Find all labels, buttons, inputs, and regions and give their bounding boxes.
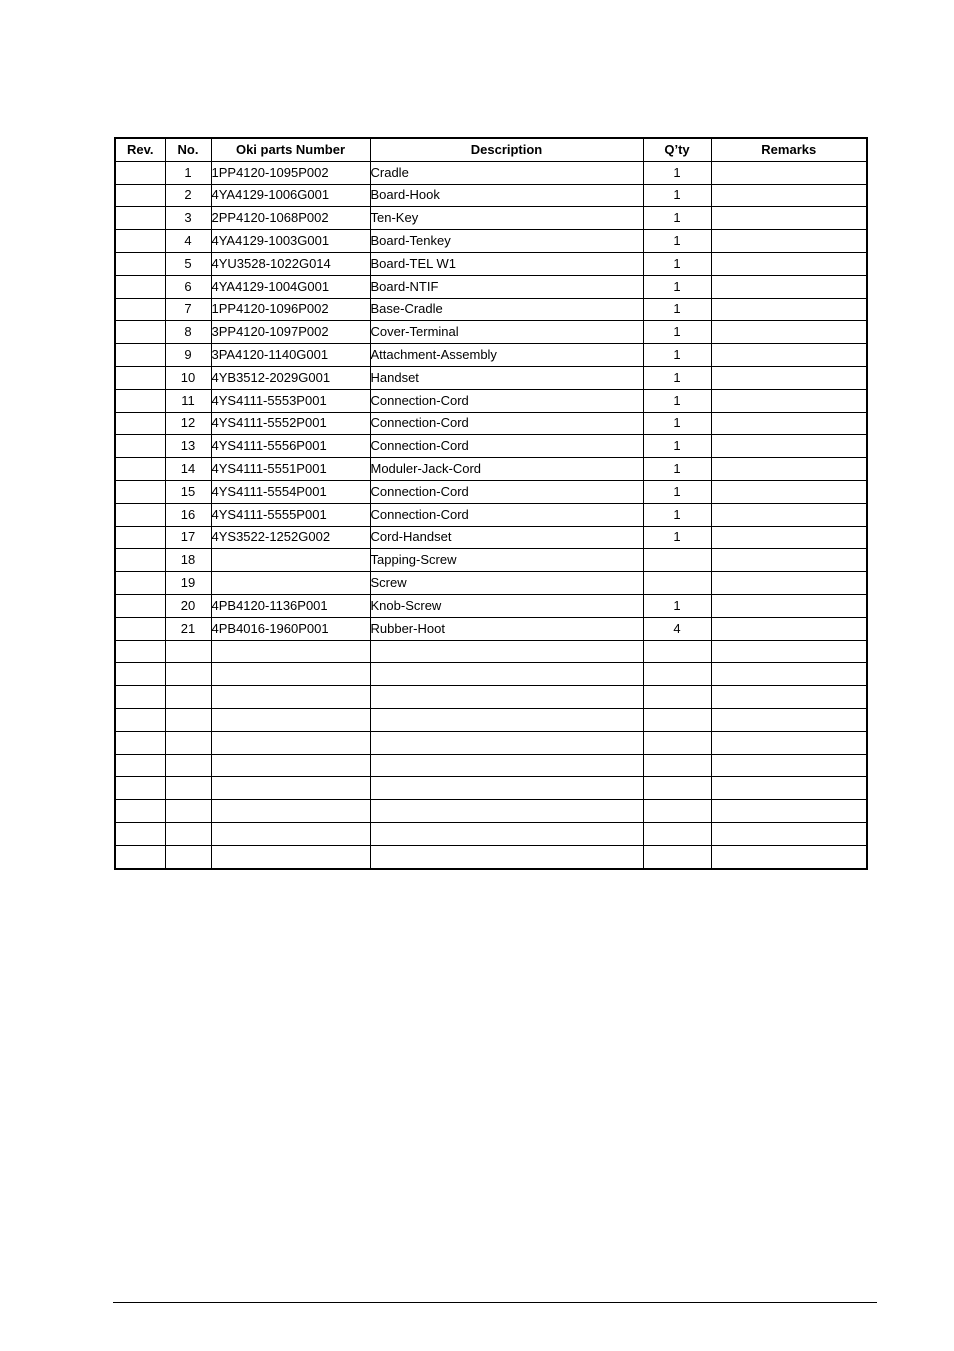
table-row bbox=[115, 412, 867, 435]
cell-part-number: 2PP4120-1068P002 bbox=[211, 207, 370, 230]
cell-part-number bbox=[211, 549, 370, 572]
cell-no bbox=[165, 663, 211, 686]
cell-rev bbox=[115, 549, 165, 572]
cell-no: 12 bbox=[165, 412, 211, 435]
cell-remarks bbox=[711, 412, 867, 435]
table-row bbox=[115, 207, 867, 230]
cell-no: 18 bbox=[165, 549, 211, 572]
cell-description: Screw bbox=[370, 572, 643, 595]
cell-qty bbox=[643, 845, 711, 868]
cell-qty bbox=[643, 708, 711, 731]
cell-remarks bbox=[711, 344, 867, 367]
cell-remarks bbox=[711, 594, 867, 617]
cell-remarks bbox=[711, 435, 867, 458]
cell-description: Connection-Cord bbox=[370, 503, 643, 526]
cell-description bbox=[370, 708, 643, 731]
table-row bbox=[115, 435, 867, 458]
cell-part-number: 4YS4111-5556P001 bbox=[211, 435, 370, 458]
cell-part-number: 3PP4120-1097P002 bbox=[211, 321, 370, 344]
cell-remarks bbox=[711, 184, 867, 207]
table-row bbox=[115, 344, 867, 367]
table-row bbox=[115, 800, 867, 823]
cell-qty bbox=[643, 686, 711, 709]
cell-no bbox=[165, 708, 211, 731]
cell-remarks bbox=[711, 708, 867, 731]
cell-rev bbox=[115, 731, 165, 754]
cell-rev bbox=[115, 298, 165, 321]
cell-rev bbox=[115, 640, 165, 663]
table-row bbox=[115, 526, 867, 549]
table-row bbox=[115, 480, 867, 503]
cell-qty: 1 bbox=[643, 230, 711, 253]
cell-part-number: 4PB4016-1960P001 bbox=[211, 617, 370, 640]
cell-description: Connection-Cord bbox=[370, 389, 643, 412]
cell-rev bbox=[115, 594, 165, 617]
cell-part-number: 4YS4111-5551P001 bbox=[211, 458, 370, 481]
cell-description: Moduler-Jack-Cord bbox=[370, 458, 643, 481]
cell-description: Board-NTIF bbox=[370, 275, 643, 298]
cell-description bbox=[370, 731, 643, 754]
cell-qty: 1 bbox=[643, 412, 711, 435]
cell-qty: 1 bbox=[643, 458, 711, 481]
cell-rev bbox=[115, 845, 165, 868]
cell-rev bbox=[115, 617, 165, 640]
cell-part-number: 4YS4111-5553P001 bbox=[211, 389, 370, 412]
cell-no bbox=[165, 777, 211, 800]
cell-rev bbox=[115, 503, 165, 526]
cell-remarks bbox=[711, 161, 867, 184]
cell-no bbox=[165, 822, 211, 845]
cell-qty bbox=[643, 640, 711, 663]
cell-description bbox=[370, 822, 643, 845]
cell-remarks bbox=[711, 230, 867, 253]
cell-description bbox=[370, 663, 643, 686]
cell-qty bbox=[643, 754, 711, 777]
table-row bbox=[115, 640, 867, 663]
cell-remarks bbox=[711, 503, 867, 526]
cell-description: Cradle bbox=[370, 161, 643, 184]
cell-description bbox=[370, 754, 643, 777]
cell-no: 17 bbox=[165, 526, 211, 549]
cell-description: Knob-Screw bbox=[370, 594, 643, 617]
cell-description bbox=[370, 777, 643, 800]
table-body bbox=[115, 161, 867, 868]
cell-part-number bbox=[211, 754, 370, 777]
cell-part-number bbox=[211, 822, 370, 845]
cell-qty: 1 bbox=[643, 207, 711, 230]
cell-qty bbox=[643, 800, 711, 823]
table-row bbox=[115, 549, 867, 572]
cell-qty: 1 bbox=[643, 389, 711, 412]
table-row bbox=[115, 275, 867, 298]
cell-rev bbox=[115, 412, 165, 435]
cell-description bbox=[370, 640, 643, 663]
cell-qty: 1 bbox=[643, 503, 711, 526]
table-row bbox=[115, 321, 867, 344]
cell-qty: 1 bbox=[643, 298, 711, 321]
header-remarks: Remarks bbox=[711, 138, 867, 161]
table-row bbox=[115, 389, 867, 412]
cell-description: Tapping-Screw bbox=[370, 549, 643, 572]
cell-part-number: 1PP4120-1095P002 bbox=[211, 161, 370, 184]
cell-part-number: 4YS4111-5554P001 bbox=[211, 480, 370, 503]
cell-part-number: 4PB4120-1136P001 bbox=[211, 594, 370, 617]
cell-rev bbox=[115, 663, 165, 686]
cell-remarks bbox=[711, 800, 867, 823]
cell-no: 20 bbox=[165, 594, 211, 617]
cell-part-number: 4YU3528-1022G014 bbox=[211, 252, 370, 275]
cell-part-number: 4YS4111-5552P001 bbox=[211, 412, 370, 435]
cell-part-number: 4YA4129-1003G001 bbox=[211, 230, 370, 253]
cell-qty: 1 bbox=[643, 275, 711, 298]
cell-remarks bbox=[711, 845, 867, 868]
parts-list-table bbox=[114, 137, 868, 870]
cell-part-number bbox=[211, 708, 370, 731]
cell-description bbox=[370, 845, 643, 868]
cell-no bbox=[165, 686, 211, 709]
cell-part-number bbox=[211, 686, 370, 709]
cell-remarks bbox=[711, 686, 867, 709]
table-row bbox=[115, 845, 867, 868]
cell-rev bbox=[115, 777, 165, 800]
cell-remarks bbox=[711, 777, 867, 800]
cell-no: 3 bbox=[165, 207, 211, 230]
cell-part-number bbox=[211, 800, 370, 823]
cell-description bbox=[370, 800, 643, 823]
cell-no: 14 bbox=[165, 458, 211, 481]
table-row bbox=[115, 458, 867, 481]
cell-qty: 1 bbox=[643, 184, 711, 207]
cell-qty: 1 bbox=[643, 252, 711, 275]
cell-rev bbox=[115, 754, 165, 777]
cell-description bbox=[370, 686, 643, 709]
cell-rev bbox=[115, 275, 165, 298]
cell-qty bbox=[643, 549, 711, 572]
cell-remarks bbox=[711, 252, 867, 275]
cell-rev bbox=[115, 366, 165, 389]
cell-no: 19 bbox=[165, 572, 211, 595]
table-row bbox=[115, 594, 867, 617]
cell-rev bbox=[115, 572, 165, 595]
table-row bbox=[115, 503, 867, 526]
cell-no bbox=[165, 845, 211, 868]
cell-qty bbox=[643, 572, 711, 595]
cell-rev bbox=[115, 389, 165, 412]
cell-part-number bbox=[211, 572, 370, 595]
table-row bbox=[115, 731, 867, 754]
cell-qty: 1 bbox=[643, 366, 711, 389]
header-no: No. bbox=[165, 138, 211, 161]
cell-part-number bbox=[211, 731, 370, 754]
table-row bbox=[115, 822, 867, 845]
cell-no: 11 bbox=[165, 389, 211, 412]
cell-remarks bbox=[711, 754, 867, 777]
cell-remarks bbox=[711, 526, 867, 549]
cell-no: 6 bbox=[165, 275, 211, 298]
cell-qty bbox=[643, 663, 711, 686]
cell-part-number: 3PA4120-1140G001 bbox=[211, 344, 370, 367]
cell-remarks bbox=[711, 640, 867, 663]
table-row bbox=[115, 686, 867, 709]
cell-remarks bbox=[711, 549, 867, 572]
cell-rev bbox=[115, 480, 165, 503]
cell-description: Rubber-Hoot bbox=[370, 617, 643, 640]
cell-description: Board-Hook bbox=[370, 184, 643, 207]
cell-no: 21 bbox=[165, 617, 211, 640]
cell-description: Connection-Cord bbox=[370, 435, 643, 458]
header-rev: Rev. bbox=[115, 138, 165, 161]
cell-rev bbox=[115, 822, 165, 845]
cell-rev bbox=[115, 207, 165, 230]
cell-remarks bbox=[711, 822, 867, 845]
cell-description: Connection-Cord bbox=[370, 480, 643, 503]
cell-no: 8 bbox=[165, 321, 211, 344]
cell-no bbox=[165, 731, 211, 754]
cell-remarks bbox=[711, 275, 867, 298]
cell-qty bbox=[643, 822, 711, 845]
cell-description: Attachment-Assembly bbox=[370, 344, 643, 367]
table-row bbox=[115, 617, 867, 640]
cell-qty: 1 bbox=[643, 344, 711, 367]
cell-rev bbox=[115, 435, 165, 458]
cell-no: 9 bbox=[165, 344, 211, 367]
cell-no: 13 bbox=[165, 435, 211, 458]
cell-rev bbox=[115, 252, 165, 275]
cell-no: 10 bbox=[165, 366, 211, 389]
cell-remarks bbox=[711, 458, 867, 481]
cell-no: 5 bbox=[165, 252, 211, 275]
cell-qty: 1 bbox=[643, 161, 711, 184]
cell-no bbox=[165, 754, 211, 777]
cell-rev bbox=[115, 230, 165, 253]
header-description: Description bbox=[370, 138, 643, 161]
table-row bbox=[115, 777, 867, 800]
cell-no bbox=[165, 800, 211, 823]
cell-rev bbox=[115, 686, 165, 709]
cell-remarks bbox=[711, 321, 867, 344]
cell-description: Cover-Terminal bbox=[370, 321, 643, 344]
header-qty: Q’ty bbox=[643, 138, 711, 161]
cell-rev bbox=[115, 800, 165, 823]
cell-description: Board-Tenkey bbox=[370, 230, 643, 253]
cell-remarks bbox=[711, 298, 867, 321]
cell-qty: 1 bbox=[643, 526, 711, 549]
cell-remarks bbox=[711, 366, 867, 389]
cell-qty bbox=[643, 731, 711, 754]
cell-description: Handset bbox=[370, 366, 643, 389]
cell-remarks bbox=[711, 663, 867, 686]
cell-description: Base-Cradle bbox=[370, 298, 643, 321]
cell-rev bbox=[115, 708, 165, 731]
cell-part-number: 4YA4129-1006G001 bbox=[211, 184, 370, 207]
table-row bbox=[115, 754, 867, 777]
table-header-row bbox=[115, 138, 867, 161]
cell-no: 1 bbox=[165, 161, 211, 184]
cell-qty: 1 bbox=[643, 594, 711, 617]
cell-rev bbox=[115, 458, 165, 481]
cell-description: Connection-Cord bbox=[370, 412, 643, 435]
table-row bbox=[115, 708, 867, 731]
cell-description: Cord-Handset bbox=[370, 526, 643, 549]
table-row bbox=[115, 230, 867, 253]
cell-no bbox=[165, 640, 211, 663]
cell-description: Ten-Key bbox=[370, 207, 643, 230]
cell-part-number bbox=[211, 640, 370, 663]
cell-part-number: 4YB3512-2029G001 bbox=[211, 366, 370, 389]
cell-part-number: 4YS3522-1252G002 bbox=[211, 526, 370, 549]
cell-qty: 1 bbox=[643, 321, 711, 344]
table-row bbox=[115, 184, 867, 207]
table-row bbox=[115, 366, 867, 389]
cell-part-number bbox=[211, 663, 370, 686]
table-row bbox=[115, 252, 867, 275]
cell-rev bbox=[115, 184, 165, 207]
cell-remarks bbox=[711, 731, 867, 754]
cell-part-number bbox=[211, 777, 370, 800]
cell-rev bbox=[115, 526, 165, 549]
cell-rev bbox=[115, 344, 165, 367]
cell-no: 15 bbox=[165, 480, 211, 503]
table-row bbox=[115, 298, 867, 321]
cell-part-number bbox=[211, 845, 370, 868]
cell-qty bbox=[643, 777, 711, 800]
cell-remarks bbox=[711, 572, 867, 595]
cell-qty: 4 bbox=[643, 617, 711, 640]
cell-no: 4 bbox=[165, 230, 211, 253]
cell-rev bbox=[115, 321, 165, 344]
table-row bbox=[115, 161, 867, 184]
cell-remarks bbox=[711, 617, 867, 640]
cell-no: 16 bbox=[165, 503, 211, 526]
cell-part-number: 1PP4120-1096P002 bbox=[211, 298, 370, 321]
cell-qty: 1 bbox=[643, 480, 711, 503]
header-part-number: Oki parts Number bbox=[211, 138, 370, 161]
cell-remarks bbox=[711, 480, 867, 503]
table-row bbox=[115, 572, 867, 595]
cell-part-number: 4YA4129-1004G001 bbox=[211, 275, 370, 298]
footer-divider bbox=[113, 1302, 877, 1303]
cell-part-number: 4YS4111-5555P001 bbox=[211, 503, 370, 526]
table-row bbox=[115, 663, 867, 686]
cell-remarks bbox=[711, 389, 867, 412]
cell-description: Board-TEL W1 bbox=[370, 252, 643, 275]
cell-no: 2 bbox=[165, 184, 211, 207]
cell-remarks bbox=[711, 207, 867, 230]
cell-rev bbox=[115, 161, 165, 184]
cell-qty: 1 bbox=[643, 435, 711, 458]
cell-no: 7 bbox=[165, 298, 211, 321]
